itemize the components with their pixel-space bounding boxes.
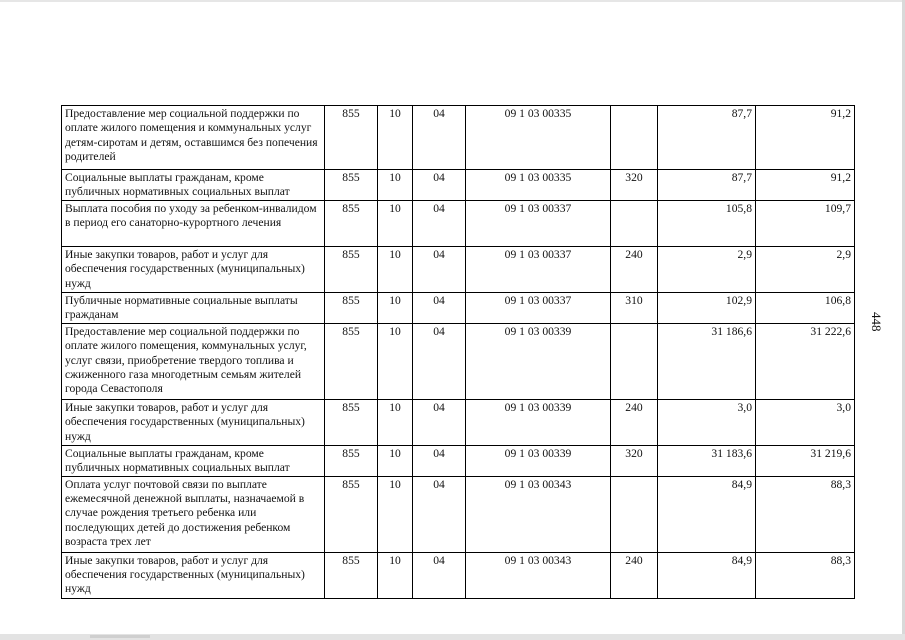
table-row — [62, 170, 855, 201]
table-row — [62, 323, 855, 399]
subsection-code-cell: 04 — [413, 292, 466, 323]
amount-year-2-cell: 106,8 — [756, 292, 855, 323]
ministry-code-cell: 855 — [325, 170, 378, 201]
ministry-code-cell: 855 — [325, 552, 378, 598]
scan-top-edge — [0, 0, 905, 2]
amount-year-2-cell: 31 219,6 — [756, 445, 855, 476]
section-code-cell: 10 — [378, 552, 413, 598]
section-code-cell: 10 — [378, 106, 413, 170]
subsection-code-cell: 04 — [413, 170, 466, 201]
amount-year-1-cell: 102,9 — [658, 292, 756, 323]
item-name-cell: Предоставление мер социальной поддержки по оплате жилого помещения и коммунальных услуг детям-сиротам и детям, оставшимся без попечения родителей — [62, 106, 325, 170]
section-code-cell: 10 — [378, 246, 413, 292]
budget-table — [61, 105, 855, 599]
section-code-cell: 10 — [378, 170, 413, 201]
amount-year-1-cell: 84,9 — [658, 476, 756, 552]
subsection-code-cell: 04 — [413, 106, 466, 170]
table-row — [62, 292, 855, 323]
item-name-cell: Иные закупки товаров, работ и услуг для обеспечения государственных (муниципальных) нужд — [62, 552, 325, 598]
ministry-code-cell: 855 — [325, 106, 378, 170]
target-article-cell: 09 1 03 00343 — [466, 476, 611, 552]
target-article-cell: 09 1 03 00343 — [466, 552, 611, 598]
amount-year-2-cell: 91,2 — [756, 170, 855, 201]
table-row — [62, 246, 855, 292]
amount-year-1-cell: 87,7 — [658, 106, 756, 170]
amount-year-2-cell: 3,0 — [756, 399, 855, 445]
section-code-cell: 10 — [378, 399, 413, 445]
expense-type-cell: 320 — [611, 445, 658, 476]
ministry-code-cell: 855 — [325, 323, 378, 399]
section-code-cell: 10 — [378, 200, 413, 246]
amount-year-2-cell: 91,2 — [756, 106, 855, 170]
item-name-cell: Социальные выплаты гражданам, кроме публичных нормативных социальных выплат — [62, 445, 325, 476]
budget-table-body — [62, 106, 855, 599]
expense-type-cell: 320 — [611, 170, 658, 201]
subsection-code-cell: 04 — [413, 399, 466, 445]
amount-year-1-cell: 2,9 — [658, 246, 756, 292]
subsection-code-cell: 04 — [413, 552, 466, 598]
expense-type-cell: 240 — [611, 399, 658, 445]
section-code-cell: 10 — [378, 323, 413, 399]
item-name-cell: Публичные нормативные социальные выплаты гражданам — [62, 292, 325, 323]
item-name-cell: Иные закупки товаров, работ и услуг для обеспечения государственных (муниципальных) нужд — [62, 246, 325, 292]
item-name-cell: Предоставление мер социальной поддержки по оплате жилого помещения, коммунальных услуг, услуг связи, приобретение твердого топлива и сжиженного газа многодетным семьям жителей города Севастополя — [62, 323, 325, 399]
table-row — [62, 476, 855, 552]
item-name-cell: Иные закупки товаров, работ и услуг для обеспечения государственных (муниципальных) нужд — [62, 399, 325, 445]
target-article-cell: 09 1 03 00339 — [466, 399, 611, 445]
table-row — [62, 552, 855, 598]
subsection-code-cell: 04 — [413, 200, 466, 246]
expense-type-cell: 310 — [611, 292, 658, 323]
ministry-code-cell: 855 — [325, 292, 378, 323]
amount-year-1-cell: 84,9 — [658, 552, 756, 598]
amount-year-1-cell: 3,0 — [658, 399, 756, 445]
target-article-cell: 09 1 03 00337 — [466, 200, 611, 246]
section-code-cell: 10 — [378, 476, 413, 552]
expense-type-cell: 240 — [611, 552, 658, 598]
item-name-cell: Социальные выплаты гражданам, кроме публичных нормативных социальных выплат — [62, 170, 325, 201]
amount-year-2-cell: 88,3 — [756, 552, 855, 598]
page-number: 448 — [869, 312, 884, 332]
subsection-code-cell: 04 — [413, 445, 466, 476]
item-name-cell: Оплата услуг почтовой связи по выплате ежемесячной денежной выплаты, назначаемой в случае рождения третьего ребенка или последующих детей до достижения ребенком возраста трех лет — [62, 476, 325, 552]
expense-type-cell: 240 — [611, 246, 658, 292]
subsection-code-cell: 04 — [413, 476, 466, 552]
amount-year-2-cell: 88,3 — [756, 476, 855, 552]
amount-year-1-cell: 87,7 — [658, 170, 756, 201]
target-article-cell: 09 1 03 00335 — [466, 106, 611, 170]
item-name-cell: Выплата пособия по уходу за ребенком-инвалидом в период его санаторно-курортного лечения — [62, 200, 325, 246]
subsection-code-cell: 04 — [413, 323, 466, 399]
section-code-cell: 10 — [378, 445, 413, 476]
scan-bottom-mark — [90, 635, 150, 638]
ministry-code-cell: 855 — [325, 200, 378, 246]
target-article-cell: 09 1 03 00337 — [466, 292, 611, 323]
ministry-code-cell: 855 — [325, 445, 378, 476]
expense-type-cell — [611, 476, 658, 552]
target-article-cell: 09 1 03 00335 — [466, 170, 611, 201]
table-row — [62, 399, 855, 445]
section-code-cell: 10 — [378, 292, 413, 323]
amount-year-2-cell: 109,7 — [756, 200, 855, 246]
ministry-code-cell: 855 — [325, 399, 378, 445]
target-article-cell: 09 1 03 00339 — [466, 445, 611, 476]
table-row — [62, 200, 855, 246]
table-row — [62, 445, 855, 476]
amount-year-1-cell: 31 183,6 — [658, 445, 756, 476]
target-article-cell: 09 1 03 00337 — [466, 246, 611, 292]
expense-type-cell — [611, 200, 658, 246]
table-row — [62, 106, 855, 170]
amount-year-2-cell: 31 222,6 — [756, 323, 855, 399]
ministry-code-cell: 855 — [325, 246, 378, 292]
subsection-code-cell: 04 — [413, 246, 466, 292]
expense-type-cell — [611, 106, 658, 170]
amount-year-1-cell: 105,8 — [658, 200, 756, 246]
amount-year-2-cell: 2,9 — [756, 246, 855, 292]
ministry-code-cell: 855 — [325, 476, 378, 552]
amount-year-1-cell: 31 186,6 — [658, 323, 756, 399]
expense-type-cell — [611, 323, 658, 399]
target-article-cell: 09 1 03 00339 — [466, 323, 611, 399]
